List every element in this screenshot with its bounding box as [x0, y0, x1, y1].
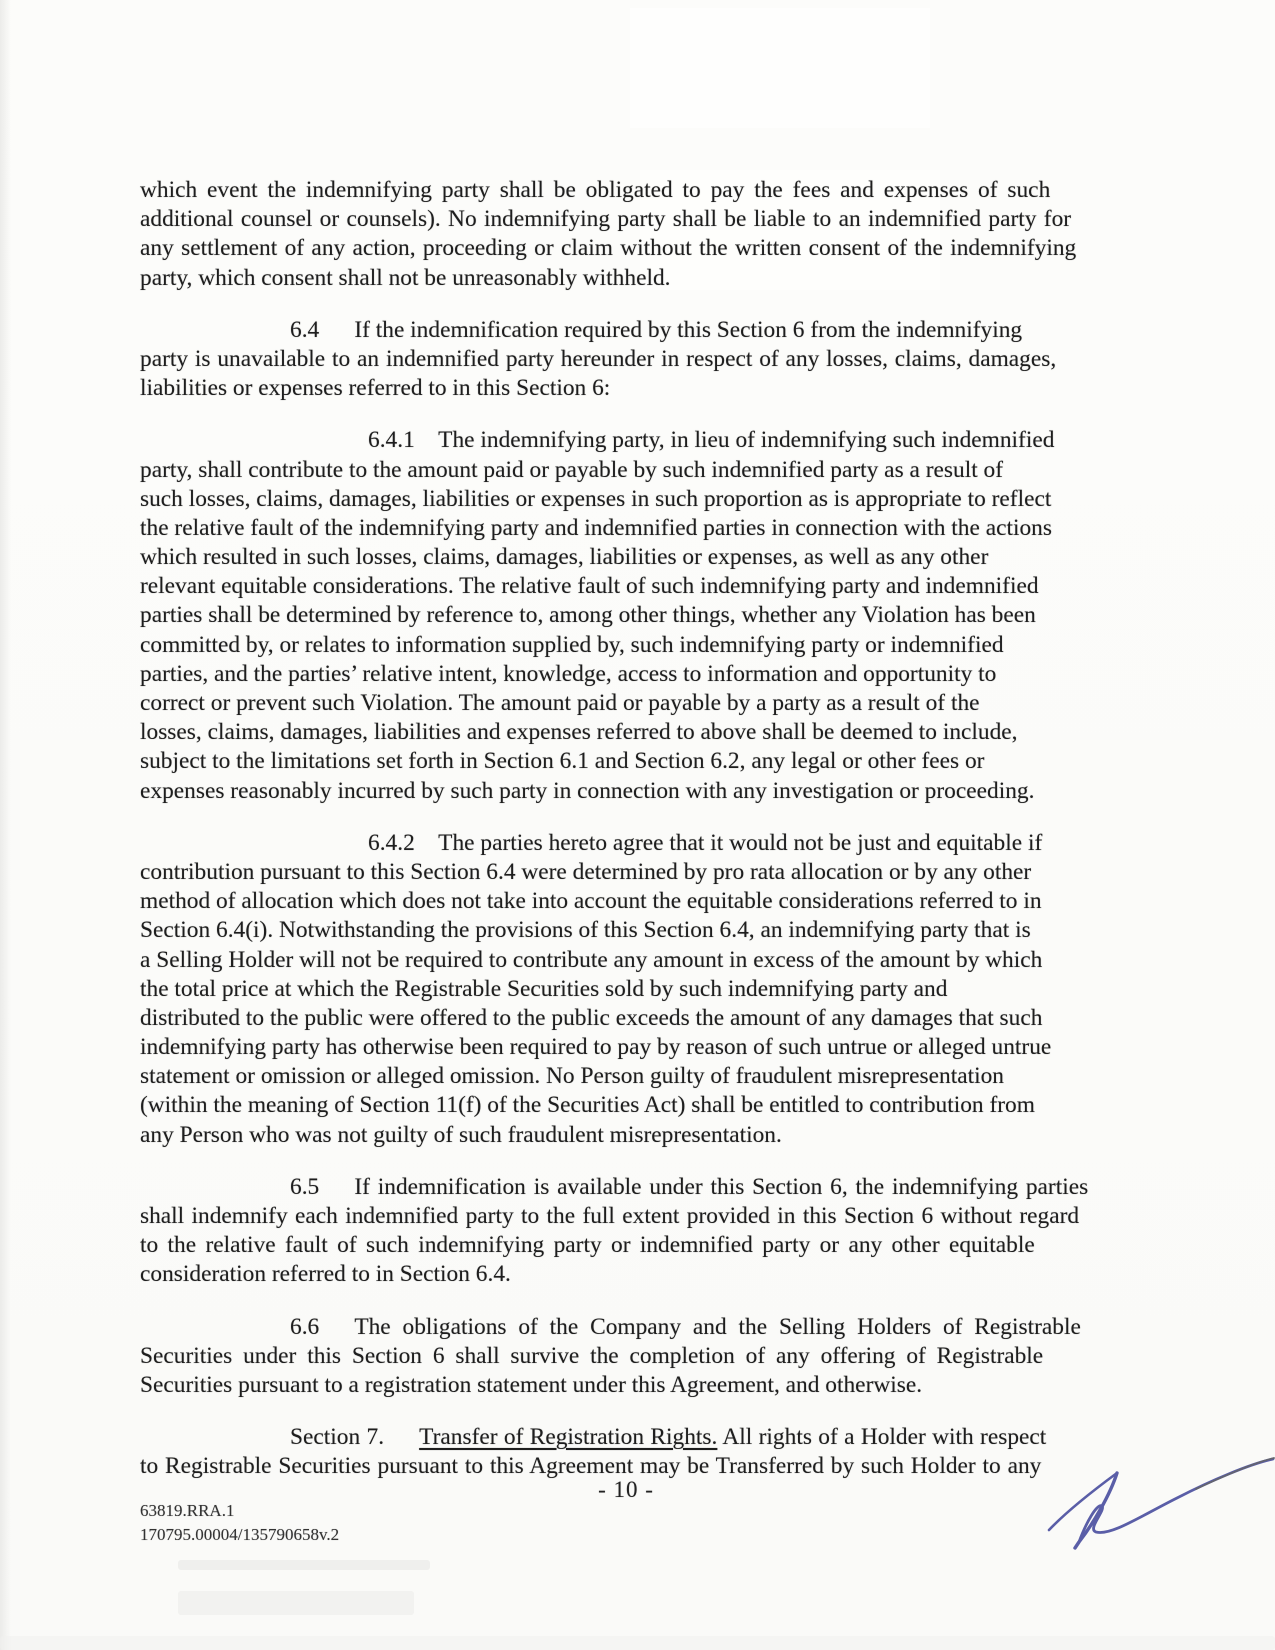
scan-light-patch	[630, 8, 930, 128]
text-segment: indemnifying party has otherwise been required to pay by reason of such untrue or alleged untrue	[140, 1034, 1052, 1061]
text-segment: party is unavailable to an indemnified party hereunder in respect of any losses, claims, damages,	[140, 345, 1057, 372]
text-line	[140, 946, 1112, 975]
text-line	[140, 829, 1112, 858]
text-segment: parties shall be determined by reference to, among other things, whether any Violation has been	[140, 602, 1036, 629]
text-line	[140, 572, 1112, 601]
text-line	[140, 916, 1112, 945]
text-segment: (within the meaning of Section 11(f) of the Securities Act) shall be entitled to contribution from	[140, 1092, 1035, 1119]
scan-smudge-artifact	[178, 1591, 414, 1615]
document-body	[140, 176, 1112, 1482]
paragraph-sec-7	[140, 1423, 1112, 1481]
text-segment: statement or omission or alleged omission. No Person guilty of fraudulent misrepresentation	[140, 1063, 1005, 1090]
text-segment: relevant equitable considerations. The relative fault of such indemnifying party and indemnified	[140, 573, 1039, 600]
text-line	[140, 1342, 1112, 1371]
text-line	[140, 205, 1112, 234]
scan-smudge-artifact	[0, 1636, 1275, 1650]
text-line	[140, 1121, 1112, 1150]
text-line	[140, 747, 1112, 776]
footer-docket-line1: 63819.RRA.1	[140, 1501, 235, 1520]
text-line	[140, 777, 1112, 806]
text-segment: consideration referred to in Section 6.4.	[140, 1261, 511, 1288]
text-line	[140, 316, 1112, 345]
text-segment: party, which consent shall not be unreasonably withheld.	[140, 264, 671, 291]
text-segment: a Selling Holder will not be required to contribute any amount in excess of the amount by which	[140, 946, 1043, 973]
text-segment: liabilities or expenses referred to in this Section 6:	[140, 375, 611, 402]
text-line	[140, 485, 1112, 514]
paragraph-sec-6-4-2	[140, 829, 1112, 1150]
text-segment: which event the indemnifying party shall be obligated to pay the fees and expenses of such	[140, 177, 1051, 203]
text-line	[140, 1202, 1112, 1231]
text-line	[140, 660, 1112, 689]
paragraph-continuation	[140, 176, 1112, 293]
text-line	[140, 1173, 1112, 1202]
scan-smudge-artifact	[178, 1560, 430, 1570]
text-segment: any settlement of any action, proceeding or claim without the written consent of the indemnifying	[140, 235, 1077, 262]
paragraph-sec-6-5	[140, 1173, 1112, 1290]
text-line	[140, 374, 1112, 403]
text-line	[140, 1313, 1112, 1342]
page-number: - 10 -	[598, 1477, 654, 1502]
text-line	[140, 1033, 1112, 1062]
text-segment: 6.4.1 The indemnifying party, in lieu of indemnifying such indemnified	[368, 427, 1055, 454]
text-line	[140, 543, 1112, 572]
paragraph-sec-6-4	[140, 316, 1112, 404]
text-line	[140, 631, 1112, 660]
paragraph-sec-6-4-1	[140, 426, 1112, 805]
footer-docket-line2: 170795.00004/135790658v.2	[140, 1524, 340, 1544]
footer-reference	[140, 1499, 339, 1546]
text-segment: 6.6 The obligations of the Company and the Selling Holders of Registrable	[290, 1313, 1081, 1340]
text-segment: additional counsel or counsels). No indemnifying party shall be liable to an indemnified party for	[140, 206, 1072, 233]
text-line	[140, 1091, 1112, 1120]
handwritten-initial-signature	[1036, 1450, 1275, 1562]
text-segment: Section 7.	[290, 1424, 420, 1451]
text-line	[140, 601, 1112, 630]
text-line	[140, 718, 1112, 747]
text-segment: to the relative fault of such indemnifying party or indemnified party or any other equitable	[140, 1232, 1035, 1259]
text-line	[140, 858, 1112, 887]
text-line	[140, 176, 1112, 205]
text-segment: parties, and the parties’ relative intent, knowledge, access to information and opportunity to	[140, 660, 997, 687]
text-segment: method of allocation which does not take into account the equitable considerations referred to in	[140, 888, 1042, 915]
underlined-heading-text: Transfer of Registration Rights.	[419, 1424, 718, 1451]
text-segment: losses, claims, damages, liabilities and expenses referred to above shall be deemed to include,	[140, 719, 1018, 746]
text-segment: the relative fault of the indemnifying party and indemnified parties in connection with the actions	[140, 514, 1052, 541]
text-line	[140, 264, 1112, 293]
text-segment: Section 6.4(i). Notwithstanding the provisions of this Section 6.4, an indemnifying party that is	[140, 917, 1031, 944]
signature-mark	[1036, 1450, 1275, 1562]
text-line	[140, 1004, 1112, 1033]
text-segment: contribution pursuant to this Section 6.4 were determined by pro rata allocation or by any other	[140, 858, 1032, 885]
text-line	[140, 514, 1112, 543]
text-segment: subject to the limitations set forth in Section 6.1 and Section 6.2, any legal or other fees or	[140, 748, 985, 775]
text-segment: shall indemnify each indemnified party to the full extent provided in this Section 6 without regard	[140, 1203, 1080, 1229]
text-line	[140, 426, 1112, 455]
paragraph-sec-6-6	[140, 1313, 1112, 1401]
text-line	[140, 234, 1112, 263]
text-segment: correct or prevent such Violation. The amount paid or payable by a party as a result of the	[140, 690, 980, 716]
text-line	[140, 345, 1112, 374]
text-segment: the total price at which the Registrable Securities sold by such indemnifying party and	[140, 975, 948, 1002]
text-line	[140, 456, 1112, 485]
text-segment: All rights of a Holder with respect	[717, 1424, 1047, 1451]
text-segment: distributed to the public were offered to the public exceeds the amount of any damages that such	[140, 1004, 1043, 1031]
text-segment: such losses, claims, damages, liabilities or expenses in such proportion as is appropriate to reflect	[140, 485, 1052, 512]
text-line	[140, 1371, 1112, 1400]
text-line	[140, 1062, 1112, 1091]
text-line	[140, 1231, 1112, 1260]
text-line	[140, 1423, 1112, 1452]
text-segment: 6.4.2 The parties hereto agree that it would not be just and equitable if	[368, 829, 1043, 856]
text-line	[140, 1260, 1112, 1289]
text-line	[140, 975, 1112, 1004]
text-line	[140, 887, 1112, 916]
text-segment: Securities under this Section 6 shall survive the completion of any offering of Registrable	[140, 1342, 1044, 1369]
text-segment: which resulted in such losses, claims, damages, liabilities or expenses, as well as any other	[140, 544, 989, 571]
scan-edge-artifact	[0, 0, 11, 1650]
text-line	[140, 689, 1112, 718]
text-segment: to Registrable Securities pursuant to this Agreement may be Transferred by such Holder to any	[140, 1453, 1042, 1480]
text-segment: party, shall contribute to the amount paid or payable by such indemnified party as a result of	[140, 456, 1004, 483]
text-segment: Securities pursuant to a registration statement under this Agreement, and otherwise.	[140, 1371, 923, 1398]
text-segment: 6.5 If indemnification is available under this Section 6, the indemnifying parties	[290, 1173, 1089, 1200]
text-segment: committed by, or relates to information supplied by, such indemnifying party or indemnified	[140, 631, 1004, 658]
text-segment: 6.4 If the indemnification required by this Section 6 from the indemnifying	[290, 316, 1023, 343]
text-segment: any Person who was not guilty of such fraudulent misrepresentation.	[140, 1121, 782, 1148]
text-segment: expenses reasonably incurred by such party in connection with any investigation or proceeding.	[140, 777, 1035, 804]
